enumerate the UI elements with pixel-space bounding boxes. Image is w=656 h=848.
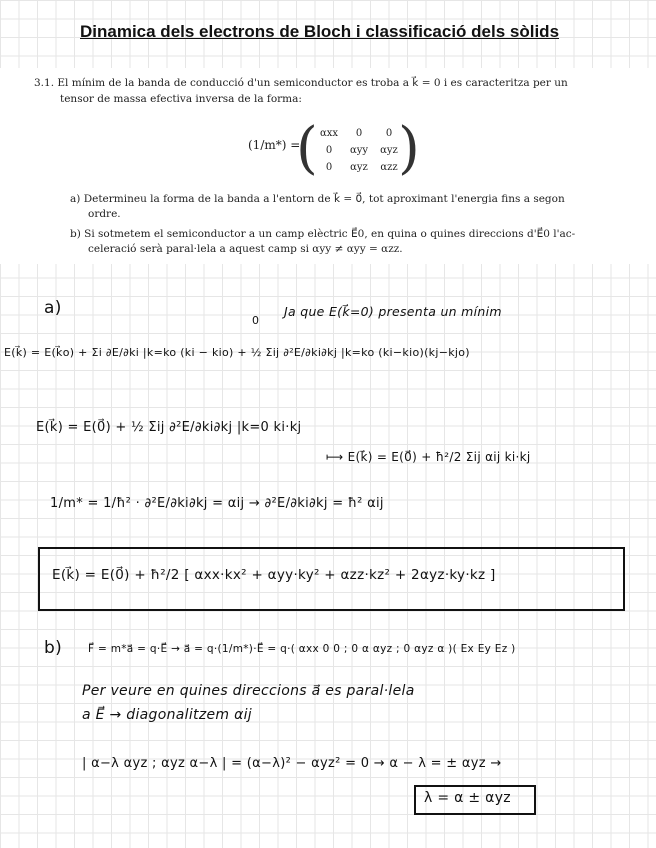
- acceleration-equation: F⃗ = m*a⃗ = q·E⃗ → a⃗ = q·(1/m*)·E⃗ = q·( αxx 0 0 ; 0 α αyz ; 0 αyz α )( Ex Ey Ez ): [88, 643, 516, 655]
- matrix-cell: 0: [355, 128, 363, 139]
- problem-intro-line-1: 3.1. El mínim de la banda de conducció d'un semiconductor es troba a k⃗ = 0 i es caracteritza per un: [34, 77, 568, 89]
- eigenvalue-result: λ = α ± αyz: [424, 790, 511, 806]
- boxed-energy-equation: E(k⃗) = E(0⃗) + ħ²/2 [ αxx·kx² + αyy·ky² + αzz·kz² + 2αyz·ky·kz ]: [52, 567, 496, 583]
- matrix-cell: 0: [325, 145, 333, 156]
- effective-mass-relation: 1/m* = 1/ħ² · ∂²E/∂ki∂kj = αij → ∂²E/∂ki∂kj = ħ² αij: [50, 496, 384, 511]
- matrix-cell: αyy: [349, 145, 369, 156]
- taylor-expansion-equation: E(k⃗) = E(k⃗o) + Σi ∂E/∂ki |k=ko (ki − kio) + ½ Σij ∂²E/∂ki∂kj |k=ko (ki−kio)(kj−kjo): [4, 346, 470, 359]
- part-a-line-1: a) Determineu la forma de la banda a l'entorn de k⃗ = 0⃗, tot aproximant l'energia fins a segon: [70, 193, 565, 205]
- problem-intro-line-2: tensor de massa efectiva inversa de la forma:: [60, 93, 302, 105]
- part-b-label: b): [44, 638, 63, 658]
- matrix-cell: 0: [385, 128, 393, 139]
- energy-sum-equation: ⟼ E(k⃗) = E(0⃗) + ħ²/2 Σij αij ki·kj: [326, 450, 531, 464]
- part-a-label: a): [44, 298, 62, 318]
- matrix-label: (1/m*) =: [248, 138, 301, 152]
- part-a-line-2: ordre.: [88, 208, 121, 220]
- matrix-cell: αxx: [319, 128, 339, 139]
- determinant-equation: | α−λ αyz ; αyz α−λ | = (α−λ)² − αyz² = 0 → α − λ = ± αyz →: [82, 756, 502, 771]
- matrix-cell: αyz: [350, 162, 368, 173]
- matrix-cell: αzz: [380, 162, 398, 173]
- right-paren-icon: ): [398, 116, 420, 181]
- matrix-cell: αyz: [380, 145, 398, 156]
- part-b-line-2: celeració serà paral·lela a aquest camp si αyy ≠ αyy = αzz.: [88, 243, 403, 255]
- explanation-line-2: a E⃗ → diagonalitzem αij: [82, 707, 252, 723]
- left-paren-icon: (: [296, 116, 318, 181]
- explanation-line-1: Per veure en quines direccions a⃗ es paral·lela: [82, 683, 415, 699]
- problem-statement: [0, 68, 656, 264]
- zero-mark: 0: [252, 314, 260, 327]
- part-b-line-1: b) Si sotmetem el semiconductor a un camp elèctric E⃗0, en quina o quines direccions d'E⃗0 l'ac-: [70, 228, 576, 240]
- second-order-equation: E(k⃗) = E(0⃗) + ½ Σij ∂²E/∂ki∂kj |k=0 ki·kj: [36, 420, 302, 435]
- matrix-cell: 0: [325, 162, 333, 173]
- page-title: Dinamica dels electrons de Bloch i classificació dels sòlids: [80, 22, 560, 41]
- inverse-mass-matrix: [296, 116, 420, 182]
- minimum-remark: Ja que E(k⃗=0) presenta un mínim: [284, 304, 502, 319]
